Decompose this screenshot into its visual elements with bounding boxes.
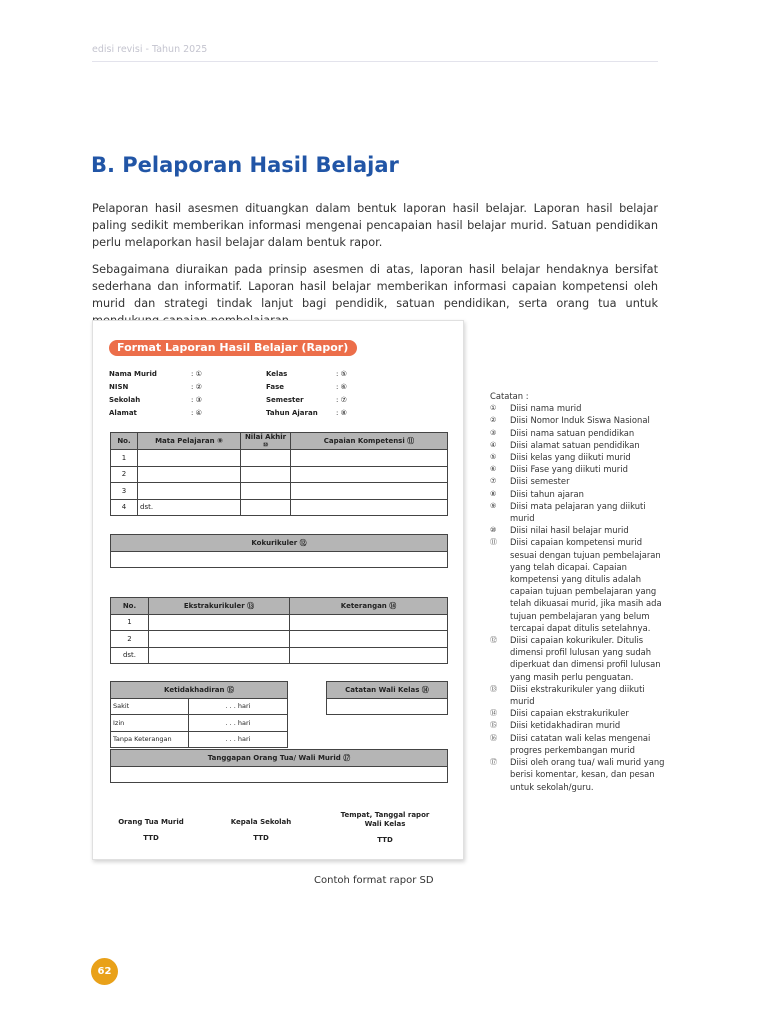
- list-item: [490, 683, 670, 707]
- row-no: 4: [111, 499, 138, 516]
- identity-left: [109, 368, 202, 420]
- note-number: ⑥: [490, 465, 497, 474]
- parent-response-header: Tanggapan Orang Tua/ Wali Murid ⑰: [111, 750, 448, 767]
- note-text: Diisi nilai hasil belajar murid: [510, 525, 629, 536]
- list-item: [490, 451, 670, 463]
- table-row: [111, 551, 448, 568]
- identity-right: [266, 368, 347, 420]
- paragraph-2: Sebagaimana diuraikan pada prinsip asesmen di atas, laporan hasil belajar hendaknya bersifat sederhana dan informatif. Laporan hasil belajar memberikan informasi capaian kompetensi oleh murid dan strategi tindak lanjut bagi pendidik, satuan pendidikan, serta orang tua untuk: [92, 263, 658, 310]
- note-number: ⑦: [490, 477, 497, 486]
- list-item: [490, 732, 670, 756]
- list-item: [490, 707, 670, 719]
- absence-value: . . . hari: [189, 731, 288, 748]
- form-banner: Format Laporan Hasil Belajar (Rapor): [109, 340, 357, 356]
- table-row: [111, 483, 448, 500]
- subjects-table: [110, 432, 448, 516]
- absence-table: [110, 681, 288, 748]
- ident-row: [109, 394, 202, 407]
- paragraph-1: Pelaporan hasil asesmen dituangkan dalam bentuk laporan hasil belajar. Laporan hasil belajar paling sedikit memberikan informasi mengenai pencapaian hasil belajar murid. Satuan pendidikan perlu melaporkan hasil belajar dalam bentuk rapor.: [92, 202, 658, 249]
- table-header-row: [111, 433, 448, 450]
- row-no: 3: [111, 483, 138, 500]
- absence-value: . . . hari: [189, 698, 288, 715]
- ident-row: [109, 407, 202, 420]
- homeroom-notes-table: [326, 681, 448, 715]
- figure-caption: Contoh format rapor SD: [314, 875, 434, 886]
- running-head: edisi revisi - Tahun 2025: [92, 44, 208, 55]
- note-number: ⑧: [490, 489, 497, 498]
- table-row: [111, 450, 448, 467]
- note-number: ⑨: [490, 501, 497, 510]
- table-row: [111, 715, 288, 732]
- signature-label: Wali Kelas: [364, 819, 406, 828]
- section-title: B. Pelaporan Hasil Belajar: [91, 153, 399, 177]
- list-item: [490, 634, 670, 683]
- cocurricular-header: Kokurikuler ⑫: [111, 535, 448, 552]
- col-remarks: Keterangan ⑭: [290, 598, 448, 615]
- note-number: ⑮: [490, 721, 497, 730]
- note-number: ⑭: [490, 709, 497, 718]
- ident-value: : ③: [191, 396, 202, 404]
- ident-value: : ②: [191, 383, 202, 391]
- signature-ttd: TTD: [253, 834, 269, 842]
- signature-ttd: TTD: [143, 834, 159, 842]
- list-item: [490, 463, 670, 475]
- signature-label: Orang Tua Murid: [118, 818, 184, 826]
- note-number: ③: [490, 428, 497, 437]
- signature-parent: [115, 818, 187, 848]
- note-text: Diisi ketidakhadiran murid: [510, 720, 621, 731]
- report-card-sample: [92, 320, 464, 860]
- table-row: [327, 698, 448, 715]
- ident-value: : ⑦: [336, 396, 347, 404]
- list-item: [490, 488, 670, 500]
- row-no: 2: [111, 631, 149, 648]
- absence-header: Ketidakhadiran ⑮: [111, 682, 288, 699]
- list-item: [490, 427, 670, 439]
- note-text: Diisi nama satuan pendidikan: [510, 427, 635, 438]
- absence-value: . . . hari: [189, 715, 288, 732]
- cocurricular-table: [110, 534, 448, 568]
- col-final-score: Nilai Akhir ⑩: [241, 433, 291, 450]
- ident-value: : ⑤: [336, 370, 347, 378]
- list-item: [490, 719, 670, 731]
- notes-title: Catatan :: [490, 391, 529, 401]
- ident-label: Semester: [266, 396, 304, 404]
- ident-value: : ⑧: [336, 409, 347, 417]
- note-text: Diisi tahun ajaran: [510, 488, 584, 499]
- col-subject: Mata Pelajaran ⑨: [138, 433, 241, 450]
- table-header-row: [327, 682, 448, 699]
- note-text: Diisi catatan wali kelas mengenai progres perkembangan murid: [510, 732, 651, 755]
- note-number: ⑬: [490, 684, 497, 693]
- note-number: ⑰: [490, 758, 497, 767]
- signature-homeroom: [339, 811, 431, 851]
- row-subject: [138, 483, 241, 500]
- note-number: ②: [490, 416, 497, 425]
- list-item: [490, 500, 670, 524]
- note-number: ⑩: [490, 526, 497, 535]
- row-no: 1: [111, 614, 149, 631]
- note-text: Diisi kelas yang diikuti murid: [510, 452, 631, 463]
- note-text: Diisi Fase yang diikuti murid: [510, 464, 628, 475]
- list-item: [490, 439, 670, 451]
- note-text: Diisi ekstrakurikuler yang diikuti murid: [510, 683, 645, 707]
- note-text: Diisi capaian ekstrakurikuler: [510, 708, 629, 719]
- ident-row: [266, 394, 347, 407]
- ident-label: Alamat: [109, 409, 137, 417]
- ident-label: Tahun Ajaran: [266, 409, 318, 417]
- note-number: ④: [490, 440, 497, 449]
- note-text: Diisi alamat satuan pendidikan: [510, 439, 640, 450]
- table-row: [111, 731, 288, 748]
- note-number: ⑤: [490, 453, 497, 462]
- ident-label: Sekolah: [109, 396, 141, 404]
- table-row: [111, 614, 448, 631]
- row-no: 2: [111, 466, 138, 483]
- ident-label: Fase: [266, 383, 285, 391]
- parent-response-table: [110, 749, 448, 783]
- ident-row: [266, 407, 347, 420]
- table-header-row: [111, 535, 448, 552]
- note-number: ①: [490, 404, 497, 413]
- page-number-badge: 62: [91, 958, 118, 985]
- signature-ttd: TTD: [377, 836, 393, 844]
- table-row: [111, 766, 448, 783]
- ident-row: [266, 368, 347, 381]
- note-number: ⑫: [490, 636, 497, 645]
- col-no: No.: [111, 433, 138, 450]
- col-no: No.: [111, 598, 149, 615]
- homeroom-notes-header: Catatan Wali Kelas ⑭: [327, 682, 448, 699]
- note-text: Diisi capaian kokurikuler. Ditulis dimensi profil lulusan yang sudah diperkuat dan dimensi profil lulusan yang masih perlu penguatan.: [510, 635, 661, 682]
- list-item: [490, 756, 670, 793]
- ident-label: Nama Murid: [109, 370, 157, 378]
- list-item: [490, 475, 670, 487]
- table-header-row: [111, 682, 288, 699]
- signature-place-date: Tempat, Tanggal rapor: [340, 811, 430, 819]
- table-row: [111, 647, 448, 664]
- row-subject: [138, 450, 241, 467]
- ident-value: : ①: [191, 370, 202, 378]
- note-text: Diisi capaian kompetensi murid sesuai dengan tujuan pembelajaran yang telah dicapai. Capaian kompetensi yang ditulis adalah capaian tujuan pembelajaran yang telah dikuasai murid, jika masih ada tujuan pembelajaran yang belum tercapai dapat ditulis setelahnya.: [510, 537, 662, 633]
- ident-row: [266, 381, 347, 394]
- note-text: Diisi Nomor Induk Siswa Nasional: [510, 415, 650, 426]
- list-item: [490, 402, 670, 414]
- col-extracurricular: Ekstrakurikuler ⑬: [149, 598, 290, 615]
- note-text: Diisi nama murid: [510, 403, 582, 414]
- extracurricular-table: [110, 597, 448, 664]
- ident-label: Kelas: [266, 370, 288, 378]
- signature-label: Kepala Sekolah: [230, 818, 292, 826]
- ident-label: NISN: [109, 383, 129, 391]
- table-row: [111, 499, 448, 516]
- table-row: [111, 466, 448, 483]
- row-subject: [138, 466, 241, 483]
- table-header-row: [111, 750, 448, 767]
- note-number: ⑪: [490, 538, 497, 547]
- signature-principal: [225, 818, 297, 848]
- row-no: 1: [111, 450, 138, 467]
- ident-value: : ⑥: [336, 383, 347, 391]
- table-row: [111, 631, 448, 648]
- note-text: Diisi oleh orang tua/ wali murid yang berisi komentar, kesan, dan pesan untuk sekolah/guru.: [510, 757, 665, 792]
- absence-label: Izin: [111, 715, 189, 732]
- table-row: [111, 698, 288, 715]
- row-no: dst.: [111, 647, 149, 664]
- note-text: Diisi mata pelajaran yang diikuti murid: [510, 500, 646, 524]
- note-text: Diisi semester: [510, 476, 570, 487]
- absence-label: Tanpa Keterangan: [111, 731, 189, 748]
- ident-row: [109, 381, 202, 394]
- note-number: ⑯: [490, 733, 497, 742]
- header-rule: [92, 61, 658, 62]
- ident-value: : ④: [191, 409, 202, 417]
- notes-list: [490, 390, 670, 793]
- col-competency: Capaian Kompetensi ⑪: [291, 433, 448, 450]
- absence-label: Sakit: [111, 698, 189, 715]
- list-item: [490, 414, 670, 426]
- list-item: [490, 524, 670, 536]
- ident-row: [109, 368, 202, 381]
- row-subject: dst.: [138, 499, 241, 516]
- table-header-row: [111, 598, 448, 615]
- list-item: [490, 536, 670, 634]
